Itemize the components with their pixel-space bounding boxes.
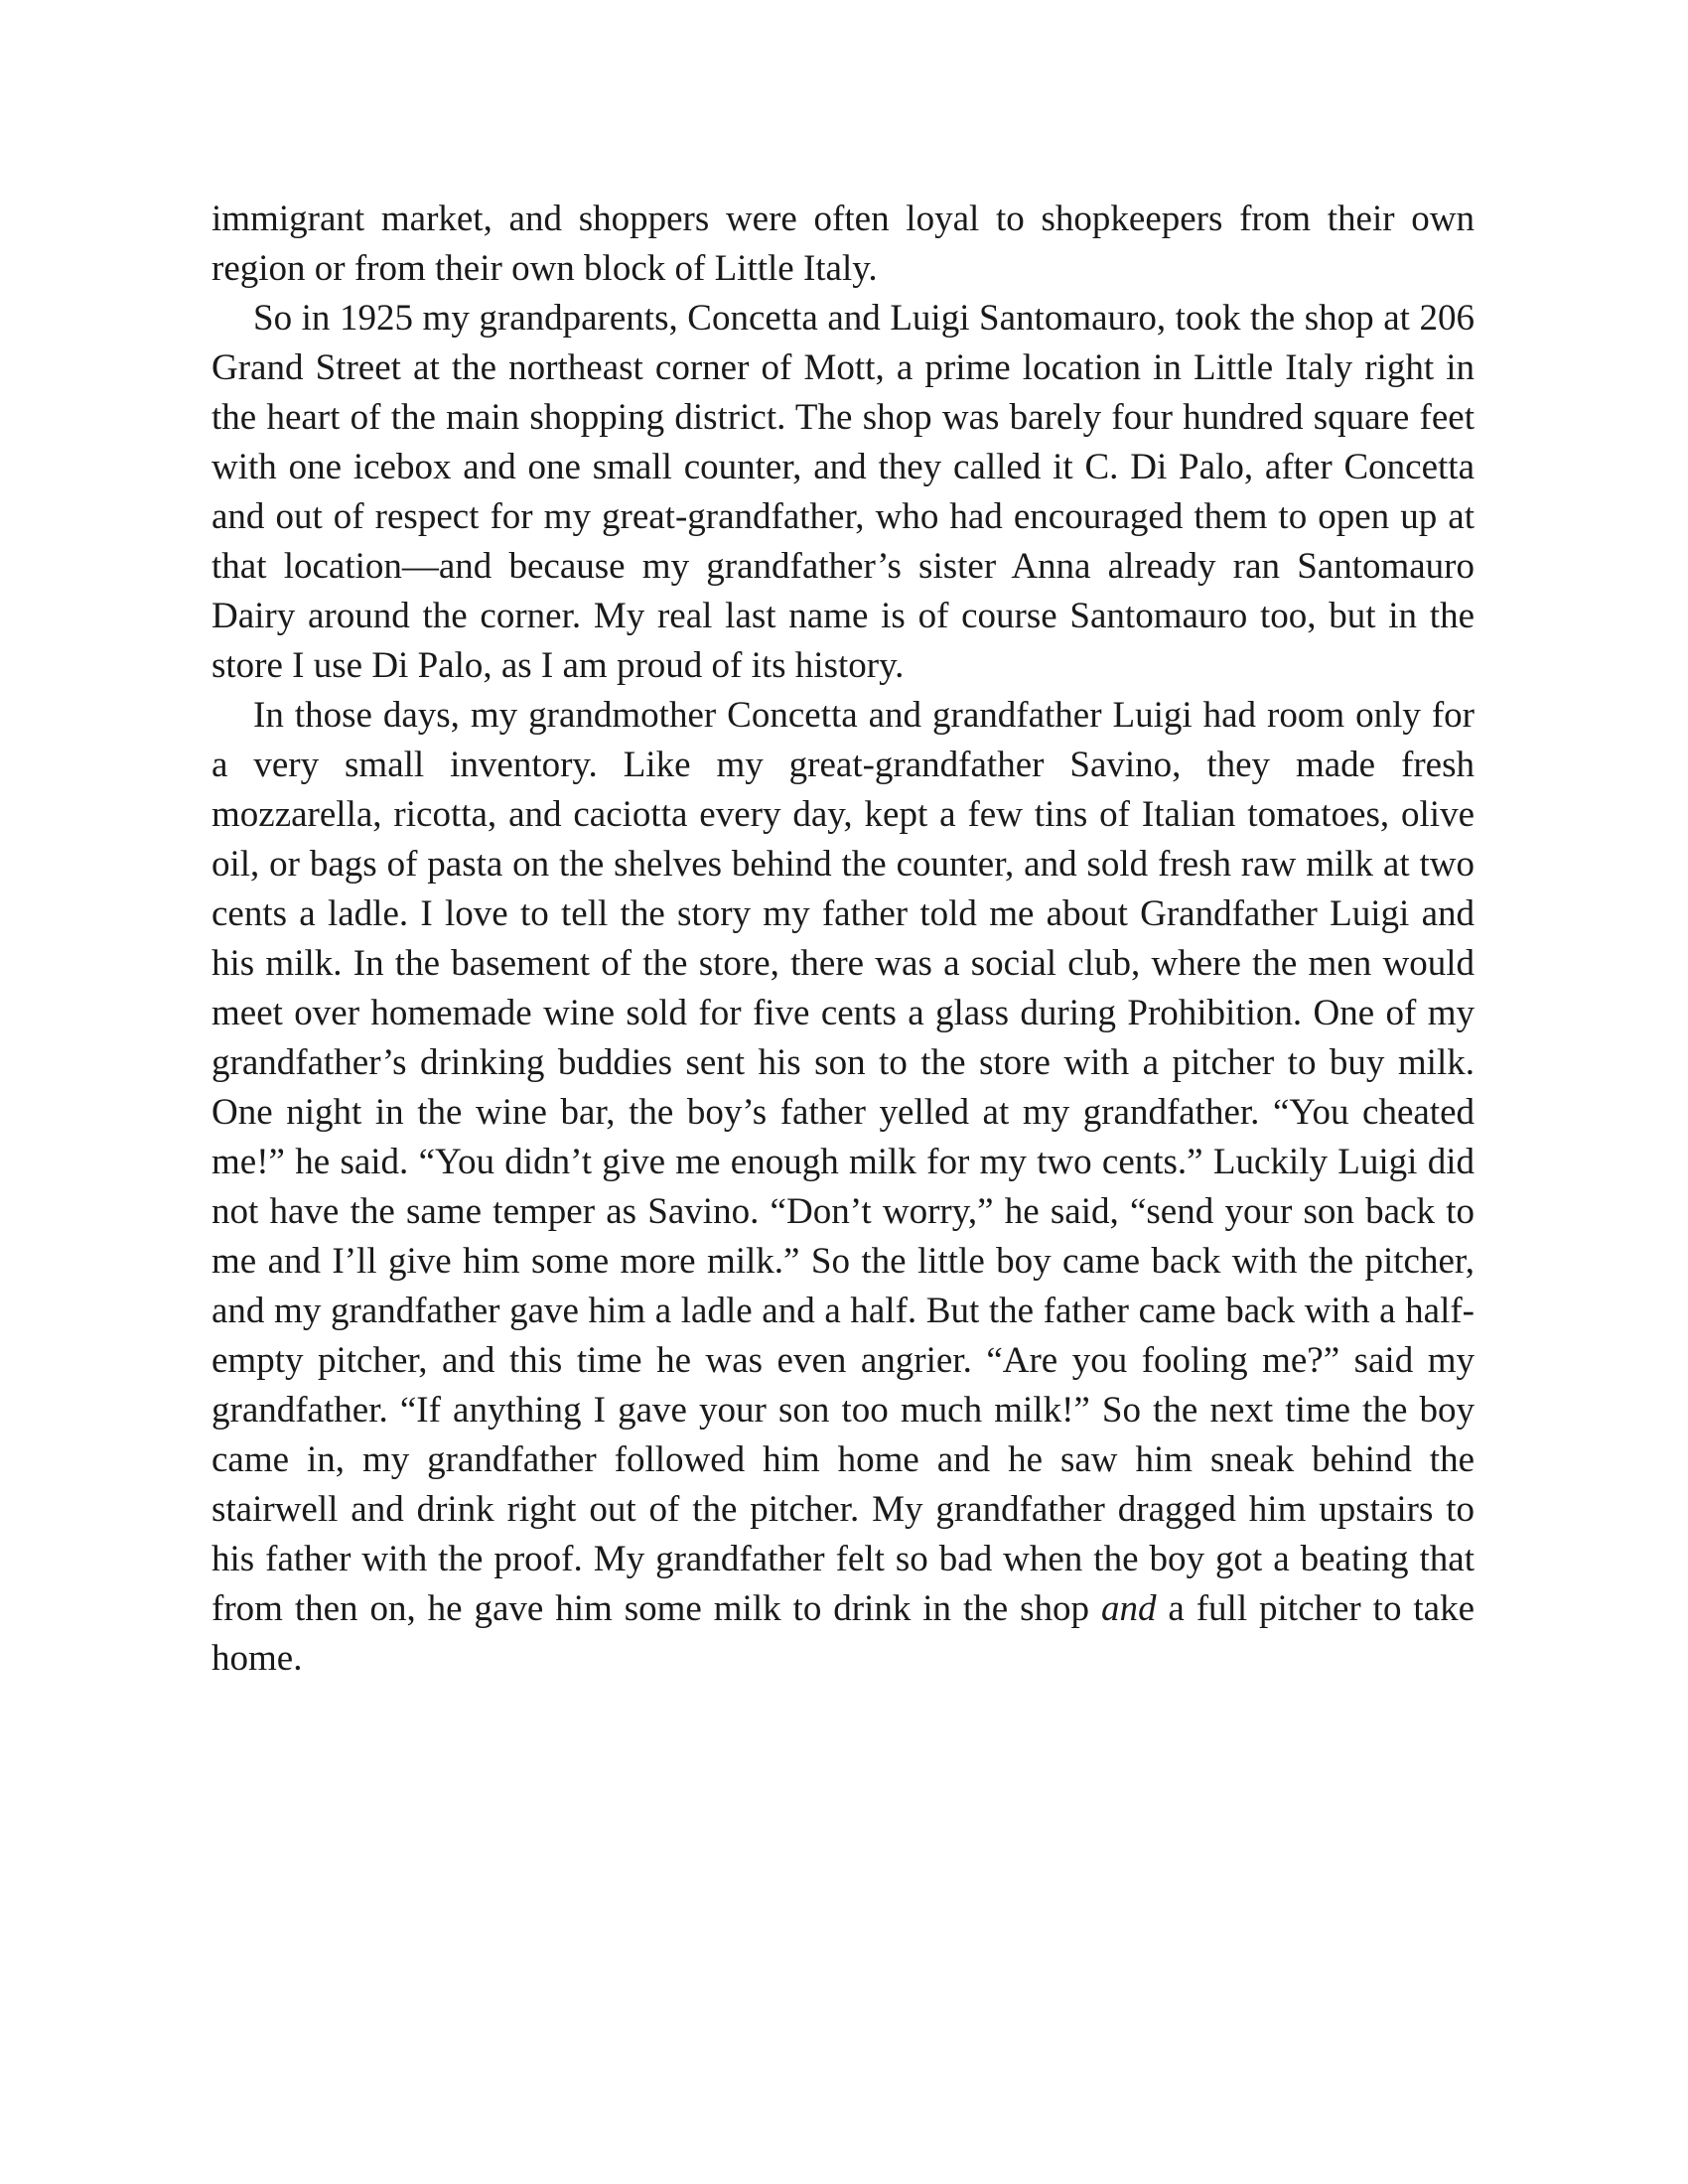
paragraph-3-body: In those days, my grandmother Concetta and grandfather Luigi had room only for a very small inventory. Like my great-grandfather Savino, they made fresh mozzarella, ricotta, and caciotta every day, kept a few tins of Italian tomatoes, olive oil, or bags of pasta on the shelves behind the counter, and sold fresh raw milk at two cents a ladle. I love to tell the story my father told me about Grandfather Luigi and his milk. In the basement of the store, there was a social club, where the men would meet over homemade wine sold for five cents a glass during Prohibition. One of my grandfather’s drinking buddies sent his son to the store with a pitcher to buy milk. One night in the wine bar, the boy’s father yelled at my grandfather. “You cheated me!” he said. “You didn’t give me enough milk for my two cents.” Luckily Luigi did not have the same temper as Savino. “Don’t worry,” he said, “send your son back to me and I’ll give him some more milk.” So the little boy came back with the pitcher, and my grandfather gave him a ladle and a half. But the father came back with a half-empty pitcher, and this time he was even angrier. “Are you fooling me?” said my grandfather. “If anything I gave your son too much milk!” So the next time the boy came in, my grandfather followed him home and he saw him sneak behind the stairwell and drink right out of the pitcher. My grandfather dragged him upstairs to his father with the proof. My grandfather felt so bad when the boy got a beating that from then on, he gave him some milk to drink in the shop (211, 695, 1475, 1629)
paragraph-3-emphasis: and (1100, 1588, 1157, 1629)
paragraph-3-ending: a full pitcher to take home. (211, 1588, 1476, 1679)
paragraph-3 (211, 691, 1475, 1684)
page-text (211, 195, 1475, 1684)
paragraph-1: immigrant market, and shoppers were often loyal to shopkeepers from their own region or from their own block of Little Italy. (211, 199, 1475, 289)
paragraph-2: So in 1925 my grandparents, Concetta and Luigi Santomauro, took the shop at 206 Grand Street at the northeast corner of Mott, a prime location in Little Italy right in the heart of the main shopping district. The shop was barely four hundred square feet with one icebox and one small counter, and they called it C. Di Palo, after Concetta and out of respect for my great-grandfather, who had encouraged them to open up at that location—and because my grandfather’s sister Anna already ran Santomauro Dairy around the corner. My real last name is of course Santomauro too, but in the store I use Di Palo, as I am proud of its history. (211, 298, 1475, 686)
